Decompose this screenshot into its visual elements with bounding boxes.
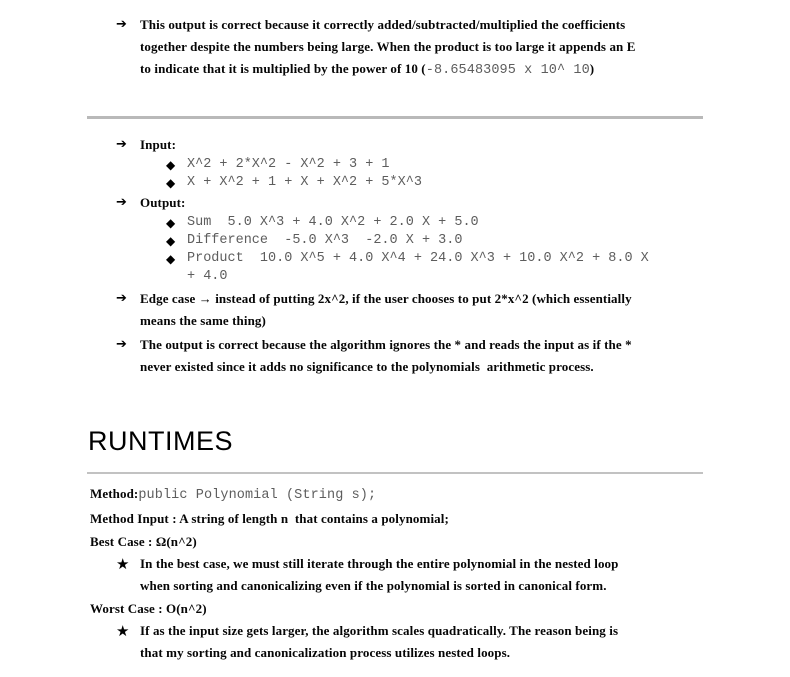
runtime-line [90,530,703,553]
bullet-text [140,334,703,378]
text-segment: If as the input size gets larger, the algorithm scales quadratically. The reason being is [140,623,619,638]
bullet-item [90,14,703,82]
text-line [187,268,703,286]
bullet-text [140,553,703,597]
text-line [140,575,703,597]
star-bullet-icon: ★ [116,555,130,573]
bullet-item [90,288,703,332]
text-line [140,36,703,58]
text-segment: Input: [140,137,177,152]
text-segment: never existed since it adds no significance to the polynomials arithmetic process. [140,359,594,374]
text-segment: In the best case, we must still iterate through the entire polynomial in the nested loop [140,556,619,571]
bullet-text [140,620,703,664]
arrow-bullet-icon: ➔ [116,337,127,352]
bullet-text [140,14,703,82]
text-segment: Worst Case : O(n^2) [90,601,207,616]
bullet-text [187,156,703,174]
text-line [187,232,703,250]
bullet-text [140,192,703,214]
code-segment: X + X^2 + 1 + X + X^2 + 5*X^3 [187,175,422,190]
text-line [187,156,703,174]
bullet-text [140,288,703,332]
text-line [140,58,703,82]
text-segment: means the same thing) [140,313,266,328]
code-segment: Sum 5.0 X^3 + 4.0 X^2 + 2.0 X + 5.0 [187,215,479,230]
arrow-bullet-icon: ➔ [116,137,127,152]
code-segment: + 4.0 [187,269,228,284]
text-line [140,553,703,575]
bullet-text [187,214,703,232]
bullet-item [90,620,703,664]
text-line [140,192,703,214]
text-segment: that my sorting and canonicalization process utilizes nested loops. [140,645,511,660]
runtime-line [90,597,703,620]
runtime-line [90,507,703,530]
bullet-item [90,334,703,378]
bullet-text [187,232,703,250]
code-segment: public Polynomial (String s); [138,488,377,503]
text-segment: Edge case → instead of putting 2x^2, if the user chooses to put 2*x^2 (which essentially [140,291,632,306]
text-line [187,250,703,268]
diamond-bullet-icon: ◆ [166,216,176,230]
text-segment: This output is correct because it correctly added/subtracted/multiplied the coefficients [140,17,626,32]
text-line [140,642,703,664]
text-segment: when sorting and canonicalizing even if the polynomial is sorted in canonical form. [140,578,607,593]
code-segment: X^2 + 2*X^2 - X^2 + 3 + 1 [187,157,390,172]
text-segment: The output is correct because the algorithm ignores the * and reads the input as if the * [140,337,632,352]
arrow-bullet-icon: ➔ [116,291,127,306]
bullet-item [90,192,703,214]
text-segment: Best Case : Ω(n^2) [90,534,197,549]
code-segment: Product 10.0 X^5 + 4.0 X^4 + 24.0 X^3 + 10.0 X^2 + 8.0 X [187,251,649,266]
bullet-item [90,214,703,232]
diamond-bullet-icon: ◆ [166,158,176,172]
runtime-line [90,482,703,507]
text-segment: ) [589,61,595,76]
section-divider [87,472,703,474]
diamond-bullet-icon: ◆ [166,234,176,248]
bullet-item [90,250,703,286]
text-segment: to indicate that it is multiplied by the power of 10 ( [140,61,426,76]
bullet-item [90,232,703,250]
section-heading: RUNTIMES [88,426,233,456]
text-line [140,14,703,36]
text-segment: together despite the numbers being large. When the product is too large it appends an E [140,39,636,54]
text-line [140,134,703,156]
text-line [140,310,703,332]
text-segment: Output: [140,195,186,210]
code-segment: Difference -5.0 X^3 -2.0 X + 3.0 [187,233,463,248]
bullet-text [187,250,703,286]
text-line [140,356,703,378]
text-segment: Method Input : A string of length n that contains a polynomial; [90,511,449,526]
bullet-item [90,553,703,597]
code-segment: -8.65483095 x 10^ 10 [425,63,590,78]
text-line [187,214,703,232]
bullet-item [90,174,703,192]
diamond-bullet-icon: ◆ [166,176,176,190]
star-bullet-icon: ★ [116,622,130,640]
arrow-bullet-icon: ➔ [116,17,127,32]
bullet-item [90,134,703,156]
text-line [187,174,703,192]
text-line [140,288,703,310]
text-segment: Method: [90,486,139,501]
bullet-text [187,174,703,192]
text-line [140,620,703,642]
text-line [140,334,703,356]
arrow-bullet-icon: ➔ [116,195,127,210]
diamond-bullet-icon: ◆ [166,252,176,266]
bullet-text [140,134,703,156]
section-divider [87,116,703,119]
bullet-item [90,156,703,174]
